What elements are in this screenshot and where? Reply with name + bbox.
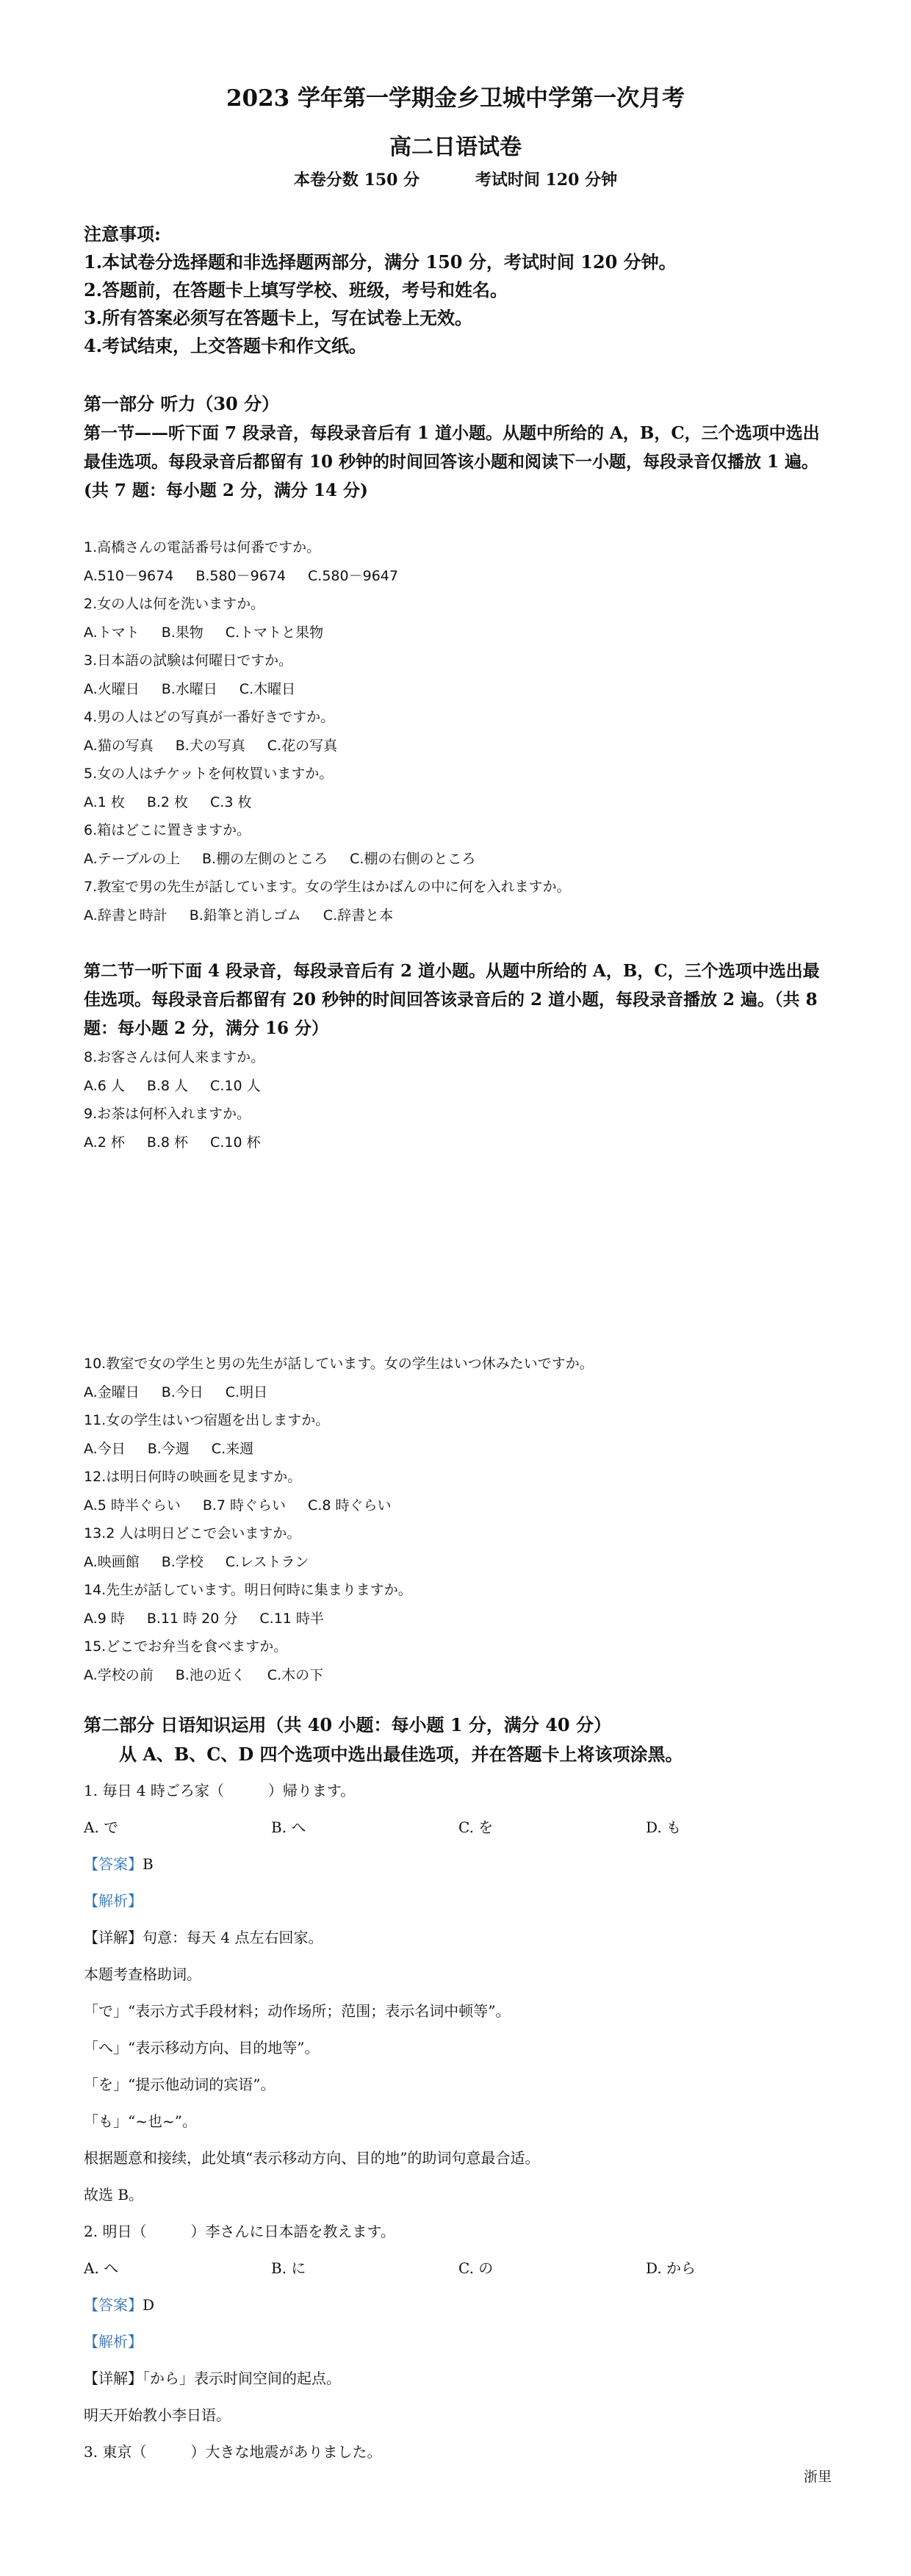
option: A.9 時 (84, 1610, 125, 1627)
section2-instructions-block (84, 957, 833, 1043)
option: C.10 杯 (210, 1134, 261, 1151)
option: B.8 人 (146, 1077, 189, 1094)
question-options (84, 1661, 833, 1690)
option: A.1 枚 (84, 794, 125, 810)
option: C.11 時半 (259, 1610, 324, 1627)
question: 1.高橋さんの電話番号は何番ですか。 (84, 539, 321, 555)
option: A.5 時半ぐらい (84, 1497, 181, 1514)
option: B.池の近く (175, 1666, 245, 1683)
part1-section (84, 389, 833, 505)
section1-instructions: 第一节——听下面 7 段录音，每段录音后有 1 道小题。从题中所给的 A，B，C，三个选项中选出最佳选项。每段录音后都留有 10 秒钟的时间回答该小题和阅读下一小题，每段录音仅播放 1 遍。(共 7 题：每小题 2 分，满分 14 分) (84, 423, 820, 500)
question: 2. 明日（ ）李さんに日本語を教えます。 (84, 2223, 395, 2240)
question-options (84, 675, 833, 704)
question: 2.女の人は何を洗いますか。 (84, 596, 265, 612)
option: C.明日 (225, 1384, 268, 1400)
notes-heading: 注意事项: (84, 223, 161, 245)
time-info: 考试时间 120 分钟 (475, 170, 618, 190)
analysis-tag: 【解析】 (84, 2333, 143, 2350)
part2-section (84, 1710, 833, 1769)
section2-questions-a (84, 1043, 833, 1156)
exam-title: 2023 学年第一学期金乡卫城中学第一次月考 (226, 85, 685, 112)
question-options (84, 1072, 833, 1101)
notes-section (84, 220, 833, 360)
option: B.7 時ぐらい (202, 1497, 287, 1514)
analysis-tag: 【解析】 (84, 1892, 143, 1910)
note-item: 1.本试卷分选择题和非选择题两部分，满分 150 分，考试时间 120 分钟。 (84, 251, 677, 273)
explanation-line: 根据题意和接续，此处填“表示移动方向、目的地”的助词句意最合适。 (84, 2149, 540, 2167)
option: C.辞書と本 (323, 907, 394, 924)
answer-tag: 【答案】 (84, 2296, 143, 2314)
question-options (84, 1129, 833, 1157)
option: B. へ (271, 1818, 306, 1836)
option: B.棚の左側のところ (202, 850, 328, 867)
answer-tag: 【答案】 (84, 1855, 143, 1873)
option: A.火曜日 (84, 680, 140, 697)
option: B.今日 (161, 1384, 204, 1400)
section1-questions (84, 533, 833, 929)
option: C.8 時ぐらい (308, 1497, 392, 1514)
question: 15.どこでお弁当を食べますか。 (84, 1638, 288, 1655)
question: 7.教室で男の先生が話しています。女の学生はかばんの中に何を入れますか。 (84, 879, 571, 895)
option: A.トマト (84, 624, 140, 641)
option: B.鉛筆と消しゴム (189, 907, 301, 924)
question: 8.お客さんは何人来ますか。 (84, 1049, 265, 1065)
question: 13.2 人は明日どこで会いますか。 (84, 1525, 301, 1541)
question-options (84, 1809, 833, 1846)
explanation-line: 「で」“表示方式手段材料；动作场所；范围；表示名词中顿等”。 (84, 2002, 511, 2020)
option: B.2 枚 (146, 794, 189, 810)
option: A. へ (84, 2259, 119, 2277)
option: A.テーブルの上 (84, 850, 180, 867)
question-options (84, 788, 833, 817)
question-options (84, 562, 833, 591)
detail-line: 【详解】句意：每天 4 点左右回家。 (84, 1929, 323, 1946)
option: A.辞書と時計 (84, 907, 168, 924)
question: 6.箱はどこに置きますか。 (84, 822, 251, 838)
question: 9.お茶は何杯入れますか。 (84, 1106, 251, 1122)
option: C.10 人 (210, 1077, 261, 1094)
option: C. を (458, 1818, 494, 1836)
option: C.木曜日 (239, 680, 296, 697)
part2-instructions: 从 A、B、C、D 四个选项中选出最佳选项，并在答题卡上将该项涂黑。 (119, 1744, 683, 1765)
option: D. から (646, 2259, 696, 2277)
score-info: 本卷分数 150 分 (293, 170, 420, 190)
option: B.水曜日 (161, 680, 217, 697)
option: B.学校 (161, 1553, 204, 1570)
explanation-line: 本题考查格助词。 (84, 1965, 201, 1983)
question: 11.女の学生はいつ宿題を出しますか。 (84, 1412, 330, 1428)
explanation-line: 故选 B。 (84, 2186, 144, 2203)
question-options (84, 619, 833, 647)
part1-title: 第一部分 听力（30 分） (84, 393, 280, 414)
section2-questions-b (84, 1350, 833, 1689)
option: A.映画館 (84, 1553, 140, 1570)
note-item: 2.答题前，在答题卡上填写学校、班级，考号和姓名。 (84, 279, 508, 301)
option: C.レストラン (225, 1553, 309, 1570)
question-options (84, 1435, 833, 1464)
option: A.猫の写真 (84, 737, 154, 754)
option: C.トマトと果物 (225, 624, 324, 641)
option: B.今週 (147, 1440, 190, 1457)
option: D. も (646, 1818, 682, 1836)
option: C. の (458, 2259, 494, 2277)
option: A.2 杯 (84, 1134, 125, 1151)
option: C.棚の右側のところ (350, 850, 476, 867)
question: 10.教室で女の学生と男の先生が話しています。女の学生はいつ休みたいですか。 (84, 1356, 594, 1372)
option: B.11 時 20 分 (146, 1610, 238, 1627)
section2-instructions: 第二节一听下面 4 段录音，每段录音后有 2 道小题。从题中所给的 A，B，C，三个选项中选出最佳选项。每段录音后都留有 20 秒钟的时间回答该录音后的 2 道小题，每段录音播放 2 遍。（共 8 题：每小题 2 分，满分 16 分） (84, 961, 820, 1038)
question: 3. 東京（ ）大きな地震がありました。 (84, 2443, 382, 2461)
detail-line: 【详解】「から」表示时间空间的起点。 (84, 2370, 341, 2387)
question-options (84, 1548, 833, 1577)
question: 3.日本語の試験は何曜日ですか。 (84, 652, 293, 669)
question-options (84, 902, 833, 930)
question-options (84, 1492, 833, 1520)
part2-question-1 (84, 1772, 833, 2470)
question-options (84, 845, 833, 874)
explanation-line: 明天开始教小李日语。 (84, 2406, 231, 2424)
option: B.580－9674 (195, 567, 287, 584)
option: A.6 人 (84, 1077, 125, 1094)
part2-title: 第二部分 日语知识运用（共 40 小题：每小题 1 分，满分 40 分） (84, 1714, 611, 1735)
exam-meta (0, 168, 911, 190)
answer-line (84, 2287, 833, 2323)
question: 14.先生が話しています。明日何時に集まりますか。 (84, 1582, 412, 1598)
question-options (84, 1378, 833, 1407)
option: B.果物 (161, 624, 204, 641)
answer-value: D (143, 2296, 155, 2314)
option: B.8 杯 (146, 1134, 189, 1151)
option: C.580－9647 (308, 567, 398, 584)
option: C.3 枚 (210, 794, 252, 810)
option: B. に (271, 2259, 306, 2277)
option: B.犬の写真 (175, 737, 245, 754)
question: 1. 毎日 4 時ごろ家（ ）帰ります。 (84, 1782, 356, 1799)
option: A.学校の前 (84, 1666, 154, 1683)
option: C.来週 (211, 1440, 254, 1457)
answer-value: B (143, 1855, 154, 1873)
exam-subtitle: 高二日语试卷 (389, 134, 522, 160)
option: A. で (84, 1818, 119, 1836)
note-item: 3.所有答案必须写在答题卡上，写在试卷上无效。 (84, 307, 473, 328)
question: 4.男の人はどの写真が一番好きですか。 (84, 709, 335, 725)
note-item: 4.考试结束，上交答题卡和作文纸。 (84, 335, 367, 356)
option: C.木の下 (267, 1666, 324, 1683)
option: A.金曜日 (84, 1384, 140, 1400)
question: 5.女の人はチケットを何枚買いますか。 (84, 766, 334, 782)
answer-line (84, 1846, 833, 1882)
explanation-line: 「を」“提示他动词的宾语”。 (84, 2076, 276, 2093)
question-options (84, 732, 833, 760)
footer-label: 浙里 (804, 2469, 832, 2485)
question-options (84, 2250, 833, 2287)
explanation-line: 「へ」“表示移动方向、目的地等”。 (84, 2039, 320, 2057)
question: 12.は明日何時の映画を見ますか。 (84, 1469, 302, 1485)
option: A.今日 (84, 1440, 126, 1457)
explanation-line: 「も」“~也~”。 (84, 2112, 197, 2130)
question-options (84, 1605, 833, 1633)
option: C.花の写真 (267, 737, 338, 754)
option: A.510－9674 (84, 567, 174, 584)
